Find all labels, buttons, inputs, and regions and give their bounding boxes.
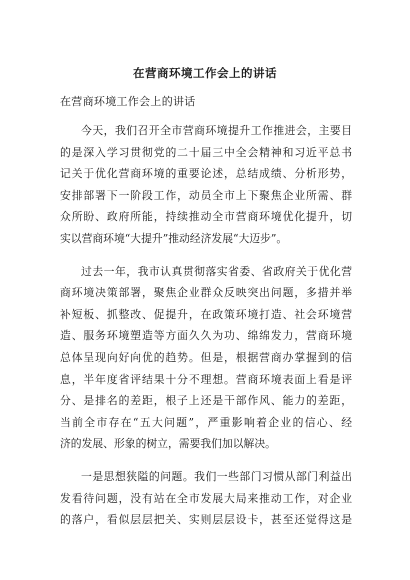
text-line: 众所盼、政府所能，持续推动全市营商环境优化提升，切 bbox=[60, 210, 352, 224]
text-line: 济的发展、形象的树立，需要我们加以解决。 bbox=[60, 437, 276, 451]
document-subtitle: 在营商环境工作会上的讲话 bbox=[60, 95, 196, 108]
text-line: 记关于优化营商环境的重要论述，总结成绩、分析形势， bbox=[60, 167, 352, 181]
text-line: 商环境决策部署，聚焦企业群众反映突出问题，多措并举 bbox=[60, 286, 352, 300]
text-line: 一是思想狭隘的问题。我们一些部门习惯从部门利益出 bbox=[81, 469, 352, 483]
text-line: 的是深入学习贯彻党的二十届三中全会精神和习近平总书 bbox=[60, 145, 352, 159]
paragraph bbox=[60, 466, 352, 531]
text-line: 息，半年度省评结果十分不理想。营商环境表面上看是评 bbox=[60, 372, 352, 386]
document-title: 在营商环境工作会上的讲话 bbox=[133, 66, 277, 80]
text-line: 安排部署下一阶段工作，动员全市上下聚焦企业所需、群 bbox=[60, 188, 352, 202]
text-line: 分、是排名的差距，根子上还是干部作风、能力的差距， bbox=[60, 394, 352, 408]
text-line: 总体呈现向好向优的趋势。但是，根据营商办掌握到的信 bbox=[60, 350, 352, 364]
text-line: 过去一年，我市认真贯彻落实省委、省政府关于优化营 bbox=[81, 264, 352, 278]
text-line: 的落户，看似层层把关、实则层层设卡，甚至还觉得这是 bbox=[60, 513, 352, 527]
document-body bbox=[60, 120, 352, 531]
text-line: 补短板、抓整改、促提升，在政策环境打造、社会环境营 bbox=[60, 307, 352, 321]
text-line: 发看待问题，没有站在全市发展大局来推动工作，对企业 bbox=[60, 491, 352, 505]
text-line: 实以营商环境“大提升”推动经济发展“大迈步”。 bbox=[60, 231, 288, 245]
paragraph bbox=[60, 261, 352, 455]
text-line: 今天，我们召开全市营商环境提升工作推进会，主要目 bbox=[81, 124, 352, 137]
paragraph bbox=[60, 120, 352, 250]
text-line: 当前全市存在“五大问题”，严重影响着企业的信心、经 bbox=[60, 415, 352, 429]
text-line: 造、服务环境塑造等方面久久为功、绵绵发力，营商环境 bbox=[60, 329, 352, 343]
